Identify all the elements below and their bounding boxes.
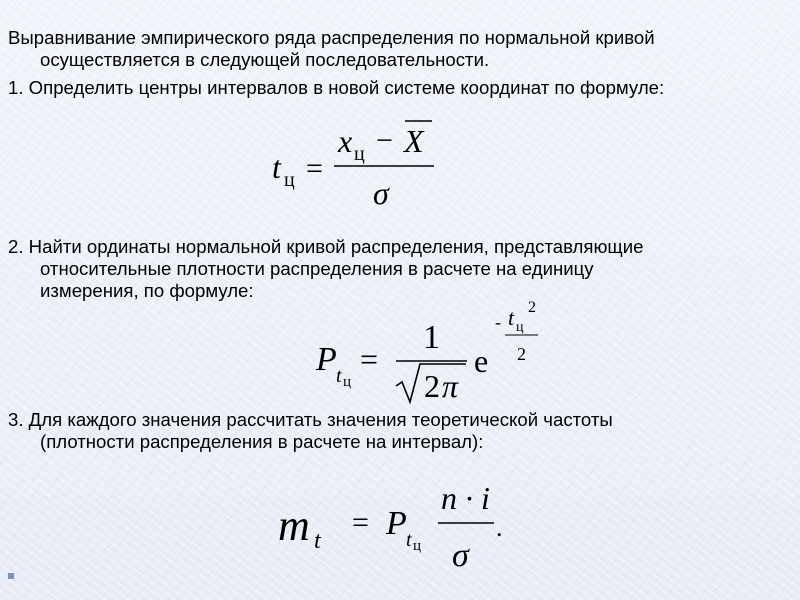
f1-equals: = (306, 152, 323, 185)
step-2-line-2: относительные плотности распределения в расчете на единицу (40, 258, 594, 279)
f1-num-sub: ц (354, 143, 365, 165)
f3-num: n · i (441, 480, 490, 516)
f2-base-e: e (474, 343, 489, 379)
f2-radicand-pi: π (442, 368, 459, 404)
step-2-paragraph (8, 236, 792, 302)
f1-num-var: x (338, 123, 353, 159)
f2-radicand-coef: 2 (424, 368, 440, 404)
step-3-line-2: (плотности распределения в расчете на интервал): (40, 431, 484, 452)
f2-num: 1 (423, 319, 440, 356)
f2-exp-den: 2 (517, 344, 526, 364)
f1-lhs-var: t (272, 149, 281, 185)
step-1-text (8, 77, 792, 99)
step-2-line-3: измерения, по формуле: (40, 280, 254, 301)
f2-exp-num-sub: ц (516, 320, 524, 335)
f3-lhs-var: m (278, 501, 310, 550)
f2-exp-num-var: t (508, 305, 515, 330)
step-2-line-1: 2. Найти ординаты нормальной кривой распределения, представляющие (8, 236, 644, 257)
f2-exp-num-pow: 2 (528, 299, 536, 316)
f3-lhs-sub: t (314, 528, 321, 554)
step-1-line: 1. Определить центры интервалов в новой системе координат по формуле: (8, 77, 665, 98)
intro-line-1: Выравнивание эмпирического ряда распределения по нормальной кривой (8, 27, 655, 48)
intro-line-2: осуществляется в следующей последовательности. (40, 49, 490, 70)
f2-lhs-sub: t (336, 365, 342, 387)
f3-p-var: P (386, 505, 407, 542)
f3-period: . (496, 513, 503, 542)
formula-normal-ordinate (312, 298, 552, 408)
f3-den: σ (452, 537, 469, 574)
step-3-paragraph (8, 409, 792, 453)
bullet-marker (8, 573, 14, 579)
f2-exp-minus: - (495, 312, 501, 332)
f2-equals: = (360, 341, 379, 377)
f1-num-bar-var: X (404, 123, 424, 159)
formula-theoretical-frequency (274, 476, 524, 576)
intro-paragraph (8, 27, 792, 71)
f3-p-subsub: ц (413, 538, 422, 554)
formula-interval-centers (268, 118, 448, 213)
f1-minus: − (376, 124, 393, 157)
f1-lhs-sub: ц (284, 169, 295, 191)
f2-lhs-var: P (316, 341, 337, 378)
f1-den: σ (373, 175, 389, 211)
f3-equals: = (352, 506, 369, 539)
f2-lhs-subsub: ц (343, 374, 352, 390)
f3-p-sub: t (406, 529, 412, 551)
step-3-line-1: 3. Для каждого значения рассчитать значения теоретической частоты (8, 409, 613, 430)
